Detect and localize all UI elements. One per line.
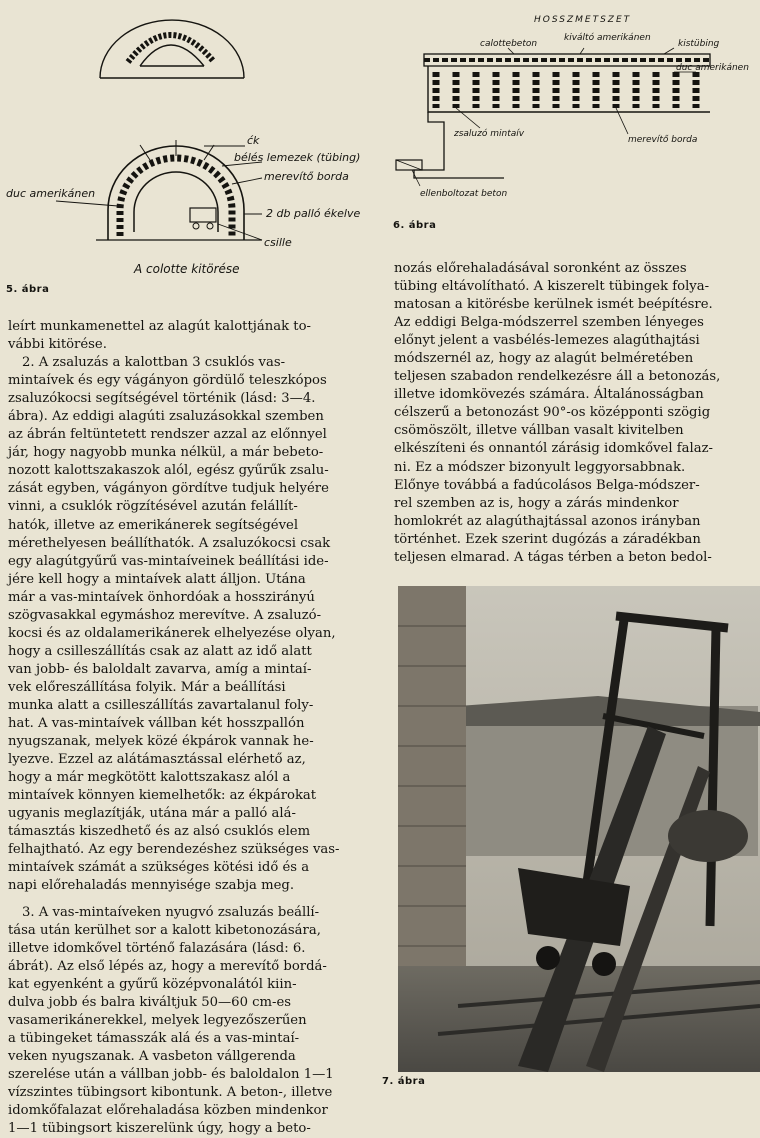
text-line: hogy a csilleszállítás csak az alatt az idő alatt (8, 643, 312, 659)
text-line: már a vas-mintaívek önhordóak a hosszirányú (8, 589, 315, 605)
text-line: előnyt jelent a vasbélés-lemezes alagúthajtási (394, 333, 700, 349)
figure-5-caption: 5. ábra (6, 284, 50, 295)
fig6-label-merevito: merevítő borda (628, 135, 698, 145)
text-line: hogy a már megkötött kalottszakasz alól a (8, 770, 291, 786)
text-line: mintaívek számát a szükséges kötési idő és a (8, 860, 310, 876)
text-line: ugyanis meglazítják, utána már a palló alá- (8, 806, 296, 822)
text-line: szögvasakkal egymáshoz merevítve. A zsaluzó- (8, 607, 322, 623)
figure-6-caption: 6. ábra (393, 220, 437, 231)
fig6-title: HOSSZMETSZET (534, 15, 632, 25)
text-line: veken nyugszanak. A vasbeton vállgerenda (8, 1048, 296, 1064)
text-line: vábbi kitörése. (8, 337, 107, 353)
text-line: az ábrán feltüntetett rendszer azzal az előnnyel (8, 427, 327, 443)
text-line: munka alatt a csilleszállítás zavartalanul foly- (8, 697, 314, 713)
text-line: 3. A vas-mintaíveken nyugvó zsaluzás beállí- (22, 904, 320, 920)
text-line: a tübingeket támasszák alá és a vas-mintaí- (8, 1030, 300, 1046)
text-line: teljesen szabadon rendelkezésre áll a betonozás, (394, 369, 721, 385)
text-line: jár, hogy nagyobb munka nélkül, a már bebeto- (8, 445, 324, 461)
text-line: nyugszanak, melyek közé ékpárok vannak he- (8, 734, 314, 750)
text-line: támasztás kiszedhető és az alsó csuklós elem (8, 824, 311, 840)
figure-6-diagram (384, 0, 760, 225)
text-line: hatók, illetve az emerikánerek segítségével (8, 517, 299, 533)
text-line: leírt munkamenettel az alagút kalottjának to- (8, 319, 311, 334)
figure-7-caption: 7. ábra (382, 1076, 426, 1087)
text-line: 2. A zsaluzás a kalottban 3 csuklós vas- (22, 355, 286, 371)
top-sketch (100, 20, 244, 78)
text-line: nozás előrehaladásával soronként az összes (394, 261, 687, 276)
fig6-label-kistubing: kistübing (678, 39, 720, 49)
text-line: elkészíteni és onnantól zárásig idomkővel falaz- (394, 441, 713, 457)
fig5-label-merevito: merevítő borda (264, 170, 349, 183)
text-line: mintaívek könnyen kiemelhetők: az ékpárokat (8, 788, 317, 804)
text-line: történhet. Ezek szerint dugózás a záradékban (394, 531, 701, 547)
fig6-label-ellenbolt: ellenboltozat beton (420, 189, 508, 199)
text-line: ni. Ez a módszer bizonyult leggyorsabbnak. (394, 459, 686, 475)
text-line: jére kell hogy a mintaívek alatt álljon. Utána (8, 571, 306, 587)
right-column-text (394, 260, 754, 567)
text-line: zsaluzókocsi segítségével történik (lásd: 3—4. (8, 391, 316, 407)
fig5-label-csille: csille (264, 236, 292, 249)
text-line: rel szemben az is, hogy a zárás mindenkor (394, 495, 679, 511)
text-line: napi előrehaladás mennyisége szabja meg. (8, 878, 295, 894)
fig5-title: A colotte kitörése (134, 262, 240, 276)
fig5-label-pallo: 2 db palló ékelve (266, 207, 361, 220)
fig6-label-zsaluzo: zsaluzó mintaív (454, 129, 525, 139)
fig6-label-kivalto: kiváltó amerikánen (564, 33, 651, 43)
text-line: vasamerikánerekkel, melyek legyezőszerűen (8, 1012, 307, 1028)
text-line: mérethelyesen beállíthatók. A zsaluzókocsi csak (8, 535, 331, 551)
text-line: nozott kalottszakaszok alól, egész gyűrűk zsalu- (8, 463, 329, 479)
left-column-text (8, 318, 376, 1138)
text-line: kocsi és az oldalamerikánerek elhelyezése olyan, (8, 625, 336, 641)
text-line: homlokrét az alagúthajtással azonos irányban (394, 513, 701, 529)
text-line: illetve idomkővel történő falazására (lásd: 6. (8, 940, 306, 956)
text-line: Előnye továbbá a fadúcolásos Belga-módszer- (394, 477, 700, 493)
figure-7-photo (398, 586, 760, 1072)
text-line: zását egyben, vágányon gördítve tudjuk helyére (8, 481, 329, 497)
text-line: vek előreszállítása folyik. Már a beállítási (8, 679, 286, 695)
text-line: csömöszölt, illetve vállban vasalt kivitelben (394, 423, 684, 439)
figure-5-diagram (0, 0, 380, 300)
text-line: van jobb- és baloldalt zavarva, amíg a mintaí- (8, 661, 312, 677)
text-line: illetve idomkövezés számára. Általánosságban (394, 387, 704, 403)
fig5-label-ck: ćk (247, 134, 260, 147)
text-line: tása után kerülhet sor a kalott kibetonozására, (8, 922, 321, 938)
text-line: hat. A vas-mintaívek vállban két hosszpallón (8, 716, 305, 732)
text-line: felhajtható. Az egy berendezéshez szükséges vas- (8, 842, 340, 858)
text-line: teljesen elmarad. A tágas térben a beton bedol- (394, 549, 712, 565)
text-line: kat egyenként a gyűrű középvonalától kiin- (8, 976, 297, 992)
fig6-label-calotte: calottebeton (480, 39, 538, 49)
text-line: dulva jobb és balra kiváltjuk 50—60 cm-es (8, 994, 292, 1010)
text-line: egy alagútgyűrű vas-mintaíveinek beállítási ide- (8, 553, 329, 569)
text-line: vinni, a csuklók rögzítésével azután felállít- (8, 499, 298, 515)
text-line: mintaívek és egy vágányon gördülő teleszkópos (8, 373, 327, 389)
text-line: célszerű a betonozást 90°-os középponti szögig (394, 405, 711, 421)
text-line: tübing eltávolítható. A kiszerelt tübingek folya- (394, 279, 710, 295)
fig6-label-duc: duc amerikánen (676, 63, 749, 73)
text-line: ábrát). Az első lépés az, hogy a merevítő bordá- (8, 958, 327, 974)
text-line: ábra). Az eddigi alagúti zsaluzásokkal szemben (8, 409, 324, 425)
photo-illustration (398, 586, 760, 1072)
text-line: 1—1 tübingsort kiszerelünk úgy, hogy a beto- (8, 1121, 311, 1137)
text-line: Az eddigi Belga-módszerrel szemben lényeges (394, 315, 704, 331)
text-line: vízszintes tübingsort kibontunk. A beton-, illetve (8, 1084, 333, 1100)
fig5-label-beles: bélés lemezek (tübing) (234, 151, 361, 164)
fig5-label-duc: duc amerikánen (6, 187, 96, 200)
text-line: lyezve. Ezzel az alátámasztással elérhető az, (8, 752, 306, 768)
text-line: matosan a kitörésbe kerülnek ismét beépítésre. (394, 297, 713, 313)
text-line: szerelése után a vállban jobb- és baloldalon 1—1 (8, 1066, 334, 1082)
text-line: módszernél az, hogy az alagút belméretében (394, 351, 694, 367)
text-line: idomkőfalazat előrehaladása közben mindenkor (8, 1103, 328, 1119)
